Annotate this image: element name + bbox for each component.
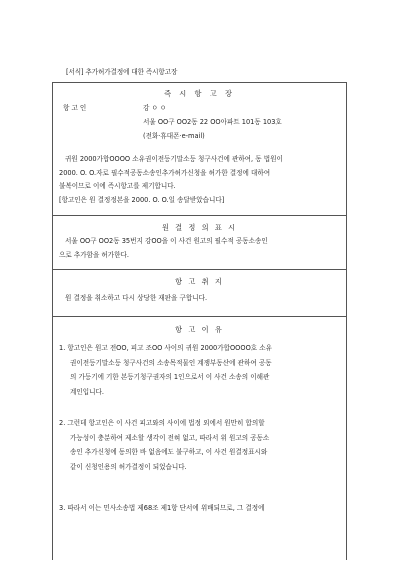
reason-line: 송인 추가신청에 동의한 바 없음에도 불구하고, 이 사건 원결정표시와 <box>70 448 268 456</box>
appellant-label: 항 고 인 <box>63 104 87 112</box>
decision-line: 서울 OO구 OO2동 35번지 강OO을 이 사건 원고의 필수적 공동소송인 <box>65 237 268 245</box>
reason-number: 1. <box>59 344 66 352</box>
section-divider <box>53 316 346 317</box>
reasons-heading: 항 고 이 유 <box>175 325 224 334</box>
document-frame <box>52 82 347 560</box>
document-caption: [서식] 추가허가결정에 대한 즉시항고장 <box>66 68 178 76</box>
appellant-contact: (전화·휴대폰·e-mail) <box>143 132 205 140</box>
reason-line: 계인입니다. <box>70 387 104 396</box>
reason-item <box>59 416 342 474</box>
purpose-heading: 항 고 취 지 <box>175 277 224 286</box>
purpose-text: 원 결정을 취소하고 다시 상당한 재판을 구합니다. <box>65 294 208 302</box>
section-divider <box>53 215 346 216</box>
reason-line: 의 가등기에 기한 본등기청구권자의 1인으로서 이 사건 소송의 이해관 <box>70 373 270 381</box>
reason-item <box>59 501 342 516</box>
reason-line: 가능성이 충분하여 제소할 생각이 전혀 없고, 따라서 위 원고의 공동소 <box>70 433 270 442</box>
reason-line: 그런데 항고인은 이 사건 피고와의 사이에 법정 외에서 원만히 합의할 <box>67 419 265 427</box>
reason-number: 3. <box>59 504 66 512</box>
decision-line: 으로 추가함을 허가한다. <box>59 250 129 259</box>
section-divider <box>53 269 346 270</box>
reason-line: 같이 신청인용의 허가결정이 되었습니다. <box>70 462 187 471</box>
intro-paragraph <box>59 153 342 207</box>
reason-number: 2. <box>59 419 66 427</box>
reason-item <box>59 341 342 399</box>
decision-text <box>59 235 342 262</box>
document-title: 즉 시 항 고 장 <box>164 89 235 98</box>
reason-line: 따라서 이는 민사소송법 제68조 제1항 단서에 위배되므로, 그 결정에 <box>67 504 265 512</box>
intro-line: 불복이므로 이에 즉시항고를 제기합니다. <box>59 182 176 190</box>
reason-line: 항고인은 원고 전OO, 피고 조OO 사이의 귀원 2000가합OOOO호 소유 <box>67 344 272 352</box>
decision-heading: 원 결 정 의 표 시 <box>161 223 238 232</box>
intro-line: [항고인은 원 결정정본을 2000. O. O.일 송달받았습니다] <box>59 195 225 204</box>
appellant-name: 강 ㅇ ㅇ <box>143 104 167 112</box>
reason-line: 권이전등기말소등 청구사건의 소송목적물인 계쟁부동산에 관하여 공동 <box>70 358 272 367</box>
appellant-address: 서울 OO구 OO2동 22 OO아파트 101동 103호 <box>143 118 282 126</box>
intro-line: 2000. O. O.자로 필수적공동소송인추가허가신청을 허가한 결정에 대하여 <box>59 168 271 177</box>
intro-line: 귀원 2000가합OOOO 소유권이전등기말소등 청구사건에 관하여, 동 법원이 <box>65 155 283 163</box>
